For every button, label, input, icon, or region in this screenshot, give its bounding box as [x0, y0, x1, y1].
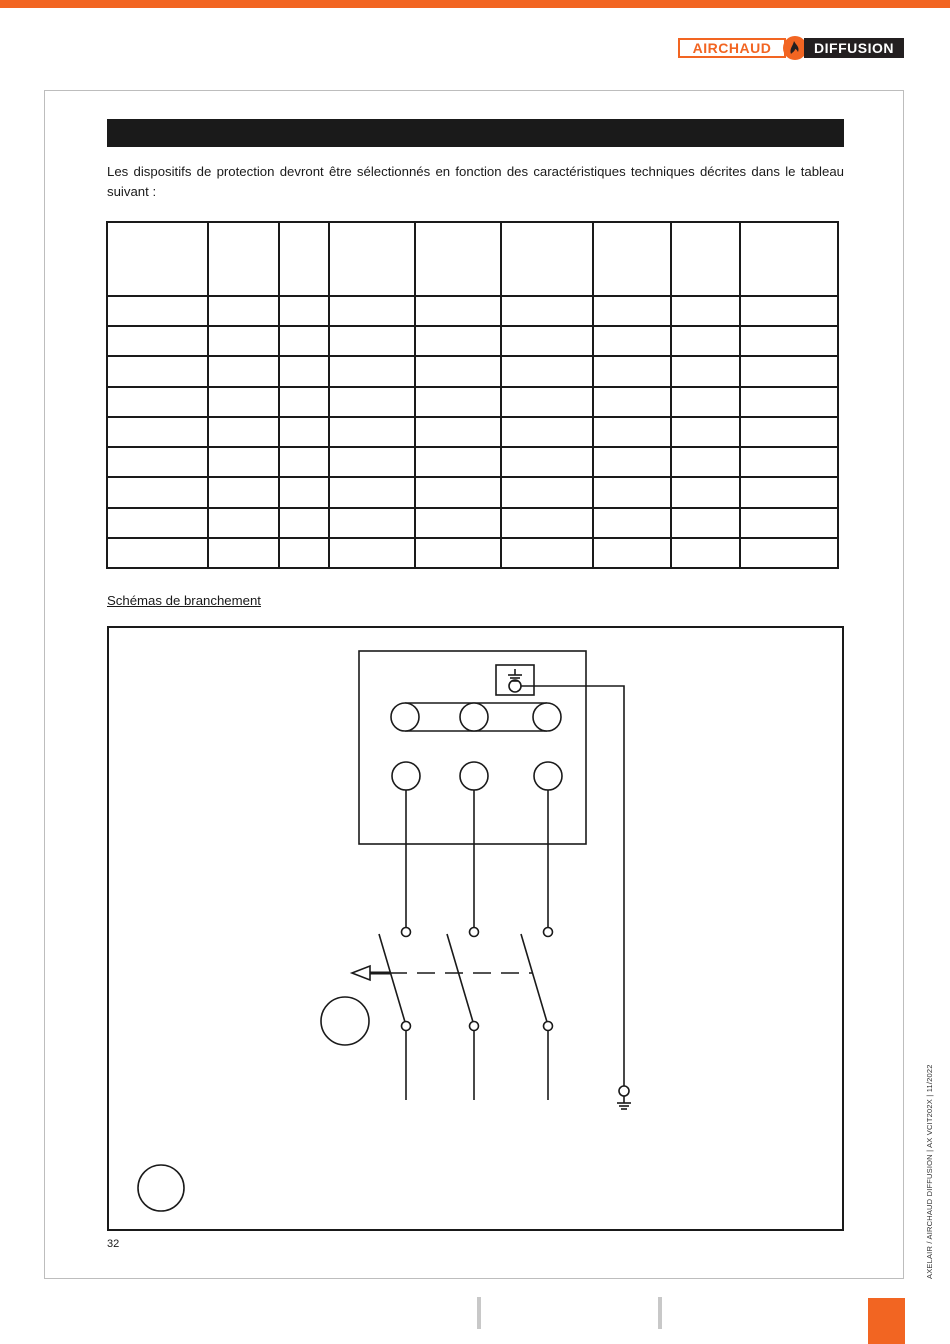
table-cell: [107, 538, 208, 568]
earth-connection-point: [619, 1086, 629, 1096]
table-cell: [671, 296, 740, 326]
table-cell: [329, 387, 415, 417]
table-header-cell: [107, 222, 208, 296]
table-cell: [329, 296, 415, 326]
table-cell: [593, 477, 672, 507]
table-header-cell: [501, 222, 593, 296]
table-cell: [740, 508, 838, 538]
supply-wires: [406, 790, 548, 927]
top-accent-bar: [0, 0, 950, 8]
table-header-cell: [671, 222, 740, 296]
table-cell: [501, 447, 593, 477]
diagram-caption: Schémas de branchement: [107, 593, 261, 608]
table-cell: [501, 356, 593, 386]
table-cell: [740, 477, 838, 507]
table-row: [107, 417, 838, 447]
table-cell: [329, 417, 415, 447]
table-cell: [208, 296, 279, 326]
diagram-label-circle: [138, 1165, 184, 1211]
table-cell: [501, 538, 593, 568]
terminal-bridge: [391, 703, 561, 731]
table-cell: [329, 508, 415, 538]
earth-wire: [521, 686, 624, 1086]
table-cell: [593, 326, 672, 356]
table-cell: [593, 417, 672, 447]
table-cell: [107, 356, 208, 386]
table-cell: [329, 356, 415, 386]
table-cell: [208, 508, 279, 538]
table-cell: [107, 387, 208, 417]
table-cell: [671, 477, 740, 507]
switch-bottom-contacts: [402, 1022, 553, 1031]
table-cell: [279, 356, 330, 386]
table-body: [107, 296, 838, 568]
table-cell: [107, 508, 208, 538]
isolator-switch-blades: [379, 934, 547, 1022]
document-reference: AXELAIR / AIRCHAUD DIFFUSION | AX VCIT202X | 11/2022: [925, 1064, 934, 1279]
table-cell: [740, 447, 838, 477]
table-row: [107, 296, 838, 326]
table-cell: [329, 326, 415, 356]
table-header-cell: [208, 222, 279, 296]
intro-paragraph: Les dispositifs de protection devront être sélectionnés en fonction des caractéristiques techniques décrites dans le tableau suivant :: [107, 164, 844, 199]
table-header-row: [107, 222, 838, 296]
table-row: [107, 538, 838, 568]
table-cell: [593, 447, 672, 477]
table-cell: [208, 447, 279, 477]
table-cell: [107, 447, 208, 477]
table-cell: [415, 296, 501, 326]
table-cell: [671, 387, 740, 417]
tab-divider: [658, 1297, 662, 1329]
brand-logo: [678, 38, 904, 58]
table-cell: [740, 296, 838, 326]
table-row: [107, 387, 838, 417]
table-cell: [208, 387, 279, 417]
table-cell: [415, 477, 501, 507]
table-cell: [279, 538, 330, 568]
table-cell: [279, 447, 330, 477]
table-header-cell: [329, 222, 415, 296]
table-cell: [279, 417, 330, 447]
table-header-cell: [279, 222, 330, 296]
table-cell: [107, 477, 208, 507]
table-cell: [279, 326, 330, 356]
table-cell: [740, 326, 838, 356]
table-cell: [593, 538, 672, 568]
table-cell: [415, 356, 501, 386]
table-cell: [740, 538, 838, 568]
table-cell: [501, 477, 593, 507]
section-header-bar: [107, 119, 844, 147]
table-cell: [107, 417, 208, 447]
table-cell: [208, 417, 279, 447]
terminal-l1: [392, 762, 420, 790]
table-cell: [740, 356, 838, 386]
table-row: [107, 447, 838, 477]
table-row: [107, 326, 838, 356]
table-cell: [671, 417, 740, 447]
table-header-cell: [415, 222, 501, 296]
table-header-cell: [593, 222, 672, 296]
arrow-left-icon: [352, 966, 391, 980]
brand-name-right: DIFFUSION: [804, 38, 904, 58]
table-cell: [415, 508, 501, 538]
table-row: [107, 356, 838, 386]
table-cell: [593, 296, 672, 326]
table-cell: [593, 387, 672, 417]
table-cell: [415, 538, 501, 568]
table-cell: [501, 326, 593, 356]
table-cell: [329, 477, 415, 507]
table-cell: [671, 447, 740, 477]
table-cell: [501, 296, 593, 326]
brand-name-left: AIRCHAUD: [678, 38, 786, 58]
terminal-box: [359, 651, 586, 844]
table-cell: [329, 447, 415, 477]
table-cell: [415, 447, 501, 477]
table-row: [107, 508, 838, 538]
switch-top-contacts: [402, 928, 553, 937]
table-cell: [208, 477, 279, 507]
terminal-l2: [460, 762, 488, 790]
table-cell: [671, 538, 740, 568]
table-cell: [208, 356, 279, 386]
table-cell: [208, 538, 279, 568]
wiring-diagram-drawing: [109, 628, 846, 1233]
table-cell: [107, 326, 208, 356]
table-cell: [671, 326, 740, 356]
table-cell: [107, 296, 208, 326]
chapter-tab: [868, 1298, 905, 1344]
table-cell: [671, 356, 740, 386]
table-header-cell: [740, 222, 838, 296]
table-cell: [740, 387, 838, 417]
wiring-diagram: [107, 626, 844, 1231]
table-cell: [501, 508, 593, 538]
table-row: [107, 477, 838, 507]
table-cell: [593, 356, 672, 386]
table-cell: [208, 326, 279, 356]
table-cell: [279, 387, 330, 417]
page-number: 32: [107, 1238, 120, 1250]
table-cell: [593, 508, 672, 538]
table-cell: [501, 387, 593, 417]
terminal-l3: [534, 762, 562, 790]
table-cell: [501, 417, 593, 447]
table-cell: [740, 417, 838, 447]
table-cell: [415, 326, 501, 356]
table-cell: [329, 538, 415, 568]
incoming-supply-wires: [406, 1031, 548, 1100]
table-cell: [279, 296, 330, 326]
tab-divider: [477, 1297, 481, 1329]
protection-spec-table: [106, 221, 839, 569]
table-cell: [279, 477, 330, 507]
switch-label-circle: [321, 997, 369, 1045]
table-cell: [415, 387, 501, 417]
table-cell: [415, 417, 501, 447]
table-cell: [671, 508, 740, 538]
table-cell: [279, 508, 330, 538]
ground-icon: [617, 1096, 631, 1109]
